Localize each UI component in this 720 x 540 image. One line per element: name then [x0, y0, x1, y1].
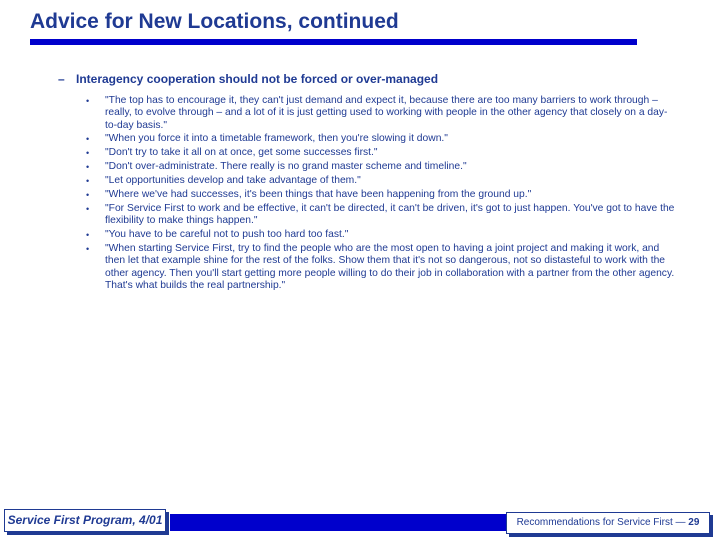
list-item — [86, 161, 676, 173]
quote-text: "You have to be careful not to push too hard too fast." — [105, 229, 349, 241]
footer-bar — [170, 514, 510, 531]
bullet-icon: • — [86, 190, 90, 201]
quote-text: "The top has to encourage it, they can't just demand and expect it, because there are too many barriers to work through – really, to evolve through – and a lot of it is just getting used to working with people in the other agency that closely on a day-to-day basis." — [105, 95, 668, 131]
quote-text: "Let opportunities develop and take advantage of them." — [105, 175, 361, 187]
list-item — [86, 189, 676, 201]
bullet-icon: • — [86, 148, 90, 159]
quote-text: "For Service First to work and be effective, it can't be directed, it can't be driven, it's got to just happen. You've got to have the flexibility to make things happen." — [105, 202, 675, 227]
quote-text: "Where we've had successes, it's been things that have been happening from the ground up." — [105, 189, 532, 201]
list-item — [86, 229, 676, 241]
list-item — [86, 243, 676, 292]
list-item — [86, 175, 676, 187]
footer-program-label: Service First Program, 4/01 — [4, 509, 166, 532]
bullet-icon: • — [86, 134, 90, 145]
footer-page-label — [506, 512, 710, 534]
page-number: 29 — [688, 517, 700, 528]
heading-text: Interagency cooperation should not be forced or over-managed — [76, 72, 439, 86]
quote-list — [86, 95, 676, 294]
bullet-icon: • — [86, 96, 90, 106]
section-heading — [58, 72, 438, 86]
title-underline — [30, 39, 637, 45]
bullet-icon: • — [86, 230, 90, 241]
list-item — [86, 133, 676, 145]
heading-dash: – — [58, 72, 65, 86]
list-item — [86, 147, 676, 159]
list-item — [86, 203, 676, 228]
quote-text: "When starting Service First, try to find the people who are the most open to having a joint project and making it work, and then let that example shine for the rest of the folks. Show them that it's not so dangerous, not so distasteful to work with the other agency. Then you'll start getting more people willing to do their job in collaboration with a partner from the other agency. That's what builds the real partnership." — [105, 243, 675, 291]
slide-title: Advice for New Locations, continued — [30, 10, 399, 33]
bullet-icon: • — [86, 244, 90, 255]
quote-text: "When you force it into a timetable framework, then you're slowing it down." — [105, 133, 448, 145]
bullet-icon: • — [86, 162, 90, 173]
quote-text: "Don't over-administrate. There really is no grand master scheme and timeline." — [105, 161, 467, 173]
list-item — [86, 95, 676, 132]
bullet-icon: • — [86, 176, 90, 187]
footer-section-text: Recommendations for Service First — — [516, 517, 689, 528]
bullet-icon: • — [86, 203, 90, 214]
quote-text: "Don't try to take it all on at once, get some successes first." — [105, 147, 378, 159]
